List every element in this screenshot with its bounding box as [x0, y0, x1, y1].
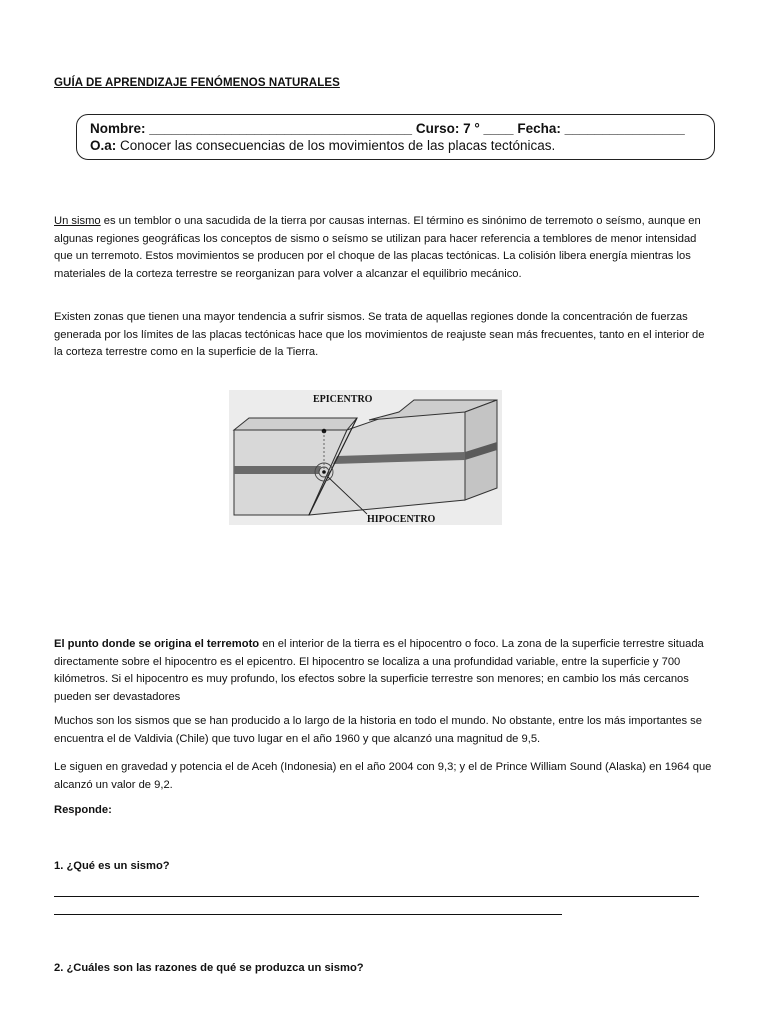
curso-blank: ____	[483, 121, 514, 136]
answer-line-1[interactable]	[54, 896, 699, 897]
header-line-2	[90, 137, 714, 154]
history-paragraph: Muchos son los sismos que se han producido a lo largo de la historia en todo el mundo. No obstante, entre los más importantes se encuentra el de Valdivia (Chile) que tuvo lugar en el año 1960 y que alcanzó una magnitud de 9,5.	[54, 715, 702, 745]
responde-heading: Responde:	[54, 804, 112, 816]
curso-label: Curso: 7 °	[415, 121, 480, 136]
student-header-box	[76, 114, 715, 160]
intro-text: es un temblor o una sacudida de la tierra por causas internas. El término es sinónimo de terremoto o seísmo, aunque en algunas regiones geográficas los conceptos de sismo o seísmo se utilizan para hacer referencia a temblores de menor intensidad que un terremoto. Estos movimientos se producen por el choque de las placas tectónicas. La colisión libera energía mientras los materiales de la corteza terrestre se reorganizan para volver a alcanzar el equilibrio mecánico.	[54, 215, 701, 280]
hipocentro-label: HIPOCENTRO	[367, 514, 436, 525]
question-1: 1. ¿Qué es un sismo?	[54, 860, 170, 872]
hypo-s2: en el interior de la tierra es el hipocentro o foco. La zona de la superficie terrestre situada directamente sobre el hipocentro es el epicentro. El hipocentro	[54, 638, 704, 668]
question-2: 2. ¿Cuáles son las razones de qué se produzca un sismo?	[54, 962, 364, 974]
zones-paragraph: Existen zonas que tienen una mayor tendencia a sufrir sismos. Se trata de aquellas regiones donde la concentración de fuerzas generada por los límites de las placas tectónicas hace que los movimientos de reajuste sean más frecuentes, tanto en el interior de la corteza terrestre como en la superficie de la Tierra.	[54, 311, 705, 359]
epicentro-label: EPICENTRO	[313, 394, 373, 405]
oa-text: Conocer las consecuencias de los movimientos de las placas tectónicas.	[120, 138, 556, 153]
fecha-label: Fecha:	[517, 121, 561, 136]
oa-label: O.a:	[90, 138, 117, 153]
fecha-blank: ________________	[564, 121, 685, 136]
intro-term: Un sismo	[54, 215, 101, 227]
header-line-1	[90, 120, 714, 137]
earthquake-diagram	[229, 390, 502, 525]
intro-paragraph	[54, 213, 714, 283]
earthquake-diagram-svg	[229, 390, 502, 525]
nombre-label: Nombre:	[90, 121, 146, 136]
hipocentro-point	[322, 470, 326, 474]
document-title: GUÍA DE APRENDIZAJE FENÓMENOS NATURALES	[54, 77, 340, 89]
hypo-s1: El punto donde se origina el terremoto	[54, 638, 260, 650]
ranking-paragraph: Le siguen en gravedad y potencia el de Aceh (Indonesia) en el año 2004 con 9,3; y el de Prince William Sound (Alaska) en 1964 que alcanzó un valor de 9,2.	[54, 761, 712, 791]
nombre-blank: ___________________________________	[149, 121, 413, 136]
hypocentre-paragraph	[54, 636, 714, 706]
answer-line-2[interactable]	[54, 914, 562, 915]
hypo-s3: se localiza a una profundidad variable, entre la superficie y 700 kilómetros. Si el hipocentro es muy profundo, los efectos sobre la superficie terrestre son menores; en cambio los más cercanos pueden ser devastadores	[54, 655, 689, 703]
left-stratum	[234, 466, 321, 474]
